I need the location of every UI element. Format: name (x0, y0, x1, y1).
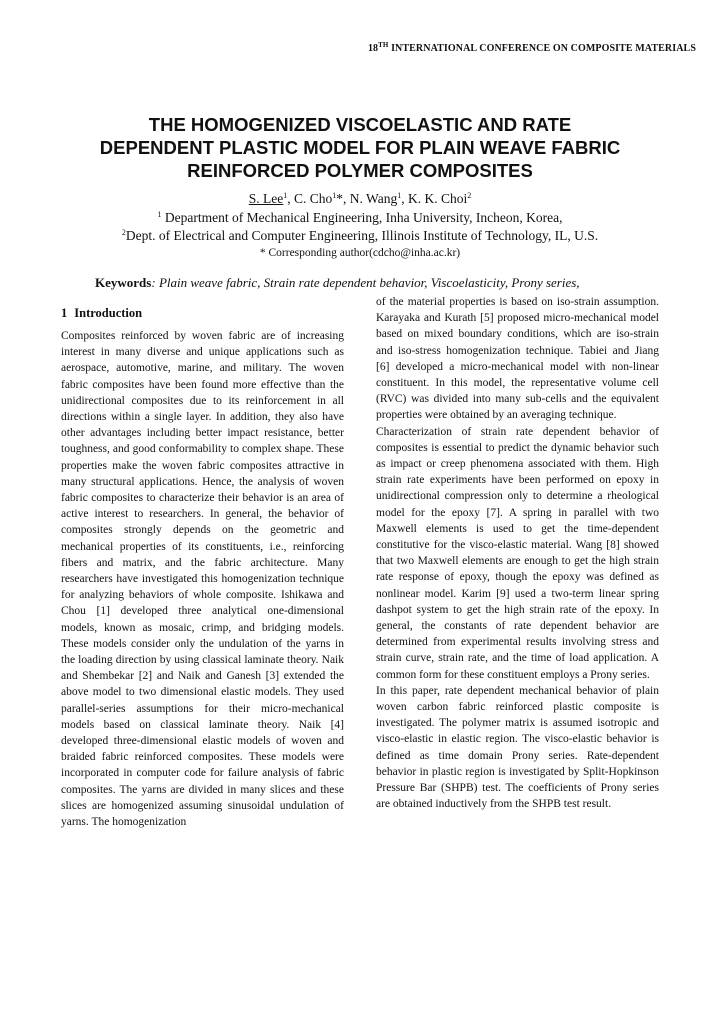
author-1-affiliation-mark: 1 (283, 191, 288, 200)
conference-name: INTERNATIONAL CONFERENCE ON COMPOSITE MATERIALS (388, 43, 696, 54)
author-3-affiliation-mark: 1 (397, 191, 402, 200)
title-line-2: DEPENDENT PLASTIC MODEL FOR PLAIN WEAVE FABRIC (99, 137, 621, 158)
keywords-label: Keywords (95, 275, 152, 290)
title-line-1: THE HOMOGENIZED VISCOELASTIC AND RATE (148, 114, 572, 135)
affiliation-1 (40, 210, 680, 226)
author-4-affiliation-mark: 2 (467, 191, 472, 200)
right-paragraph-2: Characterization of strain rate dependent behavior of composites is essential to predict the dynamic behavior such as impact or creep phenomena associated with them. High strain rate experiments have been performed on epoxy in unidirectional compression only to determine a rheological model for the epoxy [7]. A spring in parallel with two Maxwell elements is used to get the time-dependent constitutive for the visco-elastic material. Wang [8] showed that two Maxwell elements are enough to get the high strain rate response of epoxy, though the epoxy was defined as nonlinear model. Karim [9] used a two-term linear spring dashpot system to get the high strain rate of the epoxy. In general, the constants of rate dependent behavior are determined from experimental results involving stress and strain curve, strain rate, and the time of load application. A common form for these constituent employs a Prony series. (376, 425, 659, 681)
right-paragraph-3: In this paper, rate dependent mechanical behavior of plain woven carbon fabric reinforced plastic composite is investigated. The polymer matrix is assumed isotropic and visco-elastic in elastic region. The visco-elastic behavior is defined as time domain Prony series. Rate-dependent behavior in plastic region is investigated by Split-Hopkinson Pressure Bar (SHPB) test. The coefficients of Prony series are obtained inductively from the SHPB test result. (376, 684, 659, 811)
conference-number: 18 (367, 43, 379, 54)
section-title: Introduction (74, 306, 143, 320)
left-column (61, 328, 344, 830)
conference-number-suffix: TH (378, 41, 389, 49)
corresponding-author: * Corresponding author(cdcho@inha.ac.kr) (259, 247, 461, 259)
affiliation-1-mark: 1 (157, 210, 162, 219)
author-list (60, 191, 660, 207)
keywords-colon: : (151, 275, 156, 290)
affiliation-2-text: Dept. of Electrical and Computer Engineering, Illinois Institute of Technology, IL, U.S. (125, 228, 599, 243)
title-line-3: REINFORCED POLYMER COMPOSITES (187, 160, 533, 181)
affiliation-2 (40, 228, 680, 244)
author-2-affiliation-mark: 1 (332, 191, 337, 200)
keywords-list: Plain weave fabric, Strain rate dependent behavior, Viscoelasticity, Prony series, (155, 275, 580, 290)
right-paragraph-1: of the material properties is based on iso-strain assumption. Karayaka and Kurath [5] proposed micro-mechanical model based on mixed boundary conditions, which are iso-strain and iso-stress homogenization technique. Tabiei and Jiang [6] developed a micro-mechanical model with non-linear constituent. In this model, the representative volume cell (RVC) was divided into many sub-cells and the equivalent properties were obtained by an averaging technique. (376, 296, 659, 422)
running-header (0, 41, 696, 54)
section-heading (61, 306, 142, 321)
affiliation-1-text: Department of Mechanical Engineering, Inha University, Incheon, Korea, (161, 210, 563, 225)
affiliation-2-mark: 2 (121, 228, 126, 237)
author-3: *, N. Wang (336, 191, 398, 206)
paper-title (60, 113, 660, 182)
author-2: , C. Cho (287, 191, 333, 206)
left-paragraph-1: Composites reinforced by woven fabric are of increasing interest in many diverse and unique applications such as aerospace, automotive, marine, and military. The woven fabric composites have been found more effective than the unidirectional composites due to its reinforcement in all directions within a single layer. In addition, they also have other advantages including better impact resistance, better toughness, and good conformability to complex shape. These properties make the woven fabric composites attractive in many structural applications. Hence, the analysis of woven fabric composites to characterize their behavior is an area of active interest to researchers. In general, the behavior of composites strongly depends on the geometric and mechanical properties of its constituents, i.e., reinforcing fibers and matrix, and the fabric architecture. Many researchers have investigated this homogenization technique for analyzing behaviors of whole composite. Ishikawa and Chou [1] developed three analytical one-dimensional models, known as mosaic, crimp, and bridging models. These models consider only the undulation of the yarns in the loading direction by using classical laminate theory. Naik and Shembekar [2] and Naik and Ganesh [3] extended the above model to two dimensional elastic models. They used parallel-series assumptions for their micro-mechanical models based on classical laminate theory. Naik [4] developed three-dimensional elastic models of woven and braided fabric reinforced composites. These models were incorporated in computer code for failure analysis of fabric composites. The yarns are divided in many slices and these slices are homogenized assuming sinusoidal undulation of yarns. The homogenization (61, 330, 344, 829)
right-column (376, 294, 659, 813)
keywords-line (95, 275, 695, 291)
section-number: 1 (61, 306, 68, 320)
author-4: , K. K. Choi (401, 191, 468, 206)
author-1: S. Lee (248, 191, 284, 206)
